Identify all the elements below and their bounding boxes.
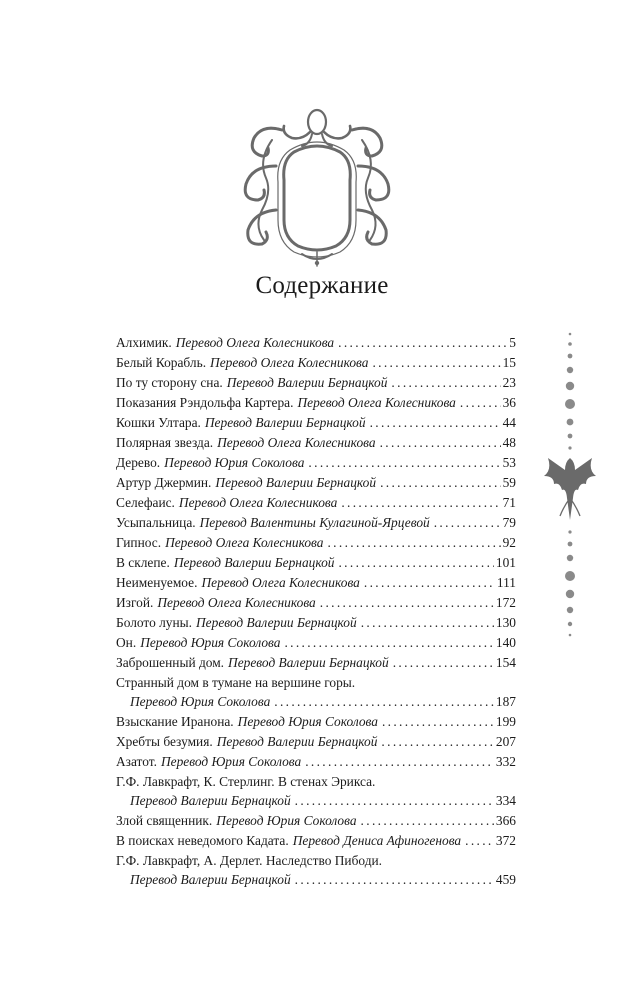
toc-entry-page: 154 xyxy=(495,655,516,670)
toc-leader-dots xyxy=(295,791,494,811)
toc-entry-title: Гипнос. xyxy=(116,535,162,550)
toc-entry-translator: Перевод Валерии Бернацкой xyxy=(228,655,389,670)
table-of-contents xyxy=(116,333,516,890)
toc-entry-translator: Перевод Олега Колесникова xyxy=(175,335,335,350)
toc-entry-page: 334 xyxy=(495,793,516,808)
toc-leader-dots xyxy=(380,433,501,453)
toc-entry-translator: Перевод Валерии Бернацкой xyxy=(196,615,357,630)
toc-entry xyxy=(116,772,516,811)
toc-entry-page: 101 xyxy=(495,555,516,570)
toc-entry-title: Усыпальница. xyxy=(116,515,196,530)
toc-entry-page: 130 xyxy=(495,615,516,630)
toc-entry-title: Показания Рэндольфа Картера. xyxy=(116,395,294,410)
toc-entry-title: Злой священник. xyxy=(116,813,213,828)
toc-entry xyxy=(116,831,516,851)
toc-entry-translator: Перевод Юрия Соколова xyxy=(160,754,302,769)
toc-entry-title: Алхимик. xyxy=(116,335,172,350)
toc-entry-translator: Перевод Олега Колесникова xyxy=(210,355,369,370)
toc-leader-dots xyxy=(341,493,500,513)
toc-leader-dots xyxy=(305,752,494,772)
toc-entry-page: 366 xyxy=(495,813,516,828)
toc-entry-translator: Перевод Олега Колесникова xyxy=(157,595,316,610)
toc-entry xyxy=(116,752,516,772)
toc-entry-page: 140 xyxy=(495,635,516,650)
toc-leader-dots xyxy=(284,633,493,653)
toc-entry-translator: Перевод Юрия Соколова xyxy=(130,694,271,709)
toc-entry xyxy=(116,453,516,473)
toc-entry-translator: Перевод Олега Колесникова xyxy=(165,535,324,550)
toc-entry-translator: Перевод Олега Колесникова xyxy=(178,495,338,510)
toc-entry xyxy=(116,633,516,653)
toc-entry-translator: Перевод Валерии Бернацкой xyxy=(130,872,291,887)
toc-entry-title: Заброшенный дом. xyxy=(116,655,225,670)
toc-leader-dots xyxy=(364,573,495,593)
toc-entry-title: Артур Джермин. xyxy=(116,475,212,490)
toc-entry-title: Взыскание Иранона. xyxy=(116,714,234,729)
tentacle-frame-icon xyxy=(232,100,402,268)
toc-entry-title: Г.Ф. Лавкрафт, К. Стерлинг. В стенах Эрикса. xyxy=(116,774,376,789)
toc-leader-dots xyxy=(338,333,507,353)
toc-entry-page: 53 xyxy=(502,455,516,470)
toc-entry-translator: Перевод Валерии Бернацкой xyxy=(215,475,377,490)
toc-entry-translator: Перевод Олега Колесникова xyxy=(297,395,456,410)
toc-entry xyxy=(116,732,516,752)
toc-entry-title: Изгой. xyxy=(116,595,154,610)
toc-entry-page: 111 xyxy=(496,575,516,590)
toc-entry xyxy=(116,473,516,493)
toc-entry xyxy=(116,613,516,633)
toc-entry-title: Он. xyxy=(116,635,137,650)
toc-entry-page: 207 xyxy=(495,734,516,749)
toc-entry-page: 44 xyxy=(502,415,516,430)
toc-entry-page: 59 xyxy=(502,475,516,490)
toc-entry xyxy=(116,811,516,831)
toc-entry-title: Г.Ф. Лавкрафт, А. Дерлет. Наследство Пибоди. xyxy=(116,853,383,868)
toc-entry xyxy=(116,393,516,413)
toc-leader-dots xyxy=(372,353,500,373)
toc-entry-title: Странный дом в тумане на вершине горы. xyxy=(116,675,356,690)
toc-leader-dots xyxy=(380,473,501,493)
toc-entry-page: 172 xyxy=(495,595,516,610)
toc-entry-title: В поисках неведомого Кадата. xyxy=(116,833,289,848)
toc-entry-title: Дерево. xyxy=(116,455,161,470)
toc-entry-page: 23 xyxy=(502,375,516,390)
toc-leader-dots xyxy=(460,393,501,413)
toc-entry xyxy=(116,712,516,732)
toc-entry xyxy=(116,433,516,453)
toc-entry-translator: Перевод Юрия Соколова xyxy=(140,635,281,650)
toc-entry xyxy=(116,673,516,712)
toc-entry-translator: Перевод Юрия Соколова xyxy=(164,455,305,470)
toc-entry-title: Кошки Ултара. xyxy=(116,415,201,430)
toc-leader-dots xyxy=(393,653,494,673)
toc-entry xyxy=(116,553,516,573)
toc-entry-page: 15 xyxy=(502,355,516,370)
toc-entry-translator: Перевод Валерии Бернацкой xyxy=(204,415,366,430)
toc-entry-page: 92 xyxy=(502,535,516,550)
toc-entry-page: 36 xyxy=(502,395,516,410)
toc-leader-dots xyxy=(361,811,494,831)
toc-entry xyxy=(116,493,516,513)
toc-entry-translator: Перевод Олега Колесникова xyxy=(201,575,360,590)
toc-entry-page: 372 xyxy=(495,833,516,848)
toc-leader-dots xyxy=(434,513,501,533)
toc-entry-page: 48 xyxy=(502,435,516,450)
toc-entry xyxy=(116,593,516,613)
toc-leader-dots xyxy=(274,692,494,712)
toc-entry-title: В склепе. xyxy=(116,555,170,570)
toc-leader-dots xyxy=(361,613,494,633)
toc-entry-title: Хребты безумия. xyxy=(116,734,213,749)
toc-entry xyxy=(116,373,516,393)
toc-leader-dots xyxy=(391,373,500,393)
toc-entry-translator: Перевод Валерии Бернацкой xyxy=(226,375,388,390)
toc-leader-dots xyxy=(370,413,501,433)
toc-entry-translator: Перевод Валерии Бернацкой xyxy=(216,734,378,749)
toc-entry-page: 459 xyxy=(495,872,516,887)
toc-entry-title: Неименуемое. xyxy=(116,575,198,590)
toc-entry-title: Болото луны. xyxy=(116,615,193,630)
toc-entry-translator: Перевод Валентины Кулагиной-Ярцевой xyxy=(199,515,430,530)
toc-entry xyxy=(116,353,516,373)
toc-entry xyxy=(116,573,516,593)
toc-entry xyxy=(116,851,516,890)
toc-leader-dots xyxy=(465,831,494,851)
toc-entry-translator: Перевод Дениса Афиногенова xyxy=(292,833,462,848)
page-title: Содержание xyxy=(255,272,389,299)
toc-entry xyxy=(116,513,516,533)
toc-leader-dots xyxy=(382,712,494,732)
toc-leader-dots xyxy=(295,870,494,890)
toc-leader-dots xyxy=(308,453,500,473)
toc-entry-title: По ту сторону сна. xyxy=(116,375,223,390)
toc-entry-page: 187 xyxy=(495,694,516,709)
toc-entry xyxy=(116,653,516,673)
toc-entry-page: 332 xyxy=(495,754,516,769)
toc-entry-translator: Перевод Валерии Бернацкой xyxy=(130,793,291,808)
toc-entry xyxy=(116,333,516,353)
toc-entry-title: Селефаис. xyxy=(116,495,175,510)
toc-entry-page: 79 xyxy=(502,515,516,530)
toc-leader-dots xyxy=(338,553,493,573)
toc-entry-title: Азатот. xyxy=(116,754,157,769)
toc-entry-translator: Перевод Валерии Бернацкой xyxy=(173,555,335,570)
toc-entry xyxy=(116,413,516,433)
winged-creature-icon xyxy=(542,330,598,640)
toc-entry-page: 71 xyxy=(502,495,516,510)
toc-entry-title: Полярная звезда. xyxy=(116,435,214,450)
toc-leader-dots xyxy=(320,593,494,613)
toc-leader-dots xyxy=(381,732,493,752)
toc-entry-translator: Перевод Юрия Соколова xyxy=(216,813,357,828)
toc-leader-dots xyxy=(327,533,500,553)
toc-entry-title: Белый Корабль. xyxy=(116,355,207,370)
toc-entry-page: 199 xyxy=(495,714,516,729)
toc-entry-translator: Перевод Юрия Соколова xyxy=(237,714,378,729)
toc-entry-page: 5 xyxy=(509,335,516,350)
toc-entry-translator: Перевод Олега Колесникова xyxy=(217,435,376,450)
toc-entry xyxy=(116,533,516,553)
